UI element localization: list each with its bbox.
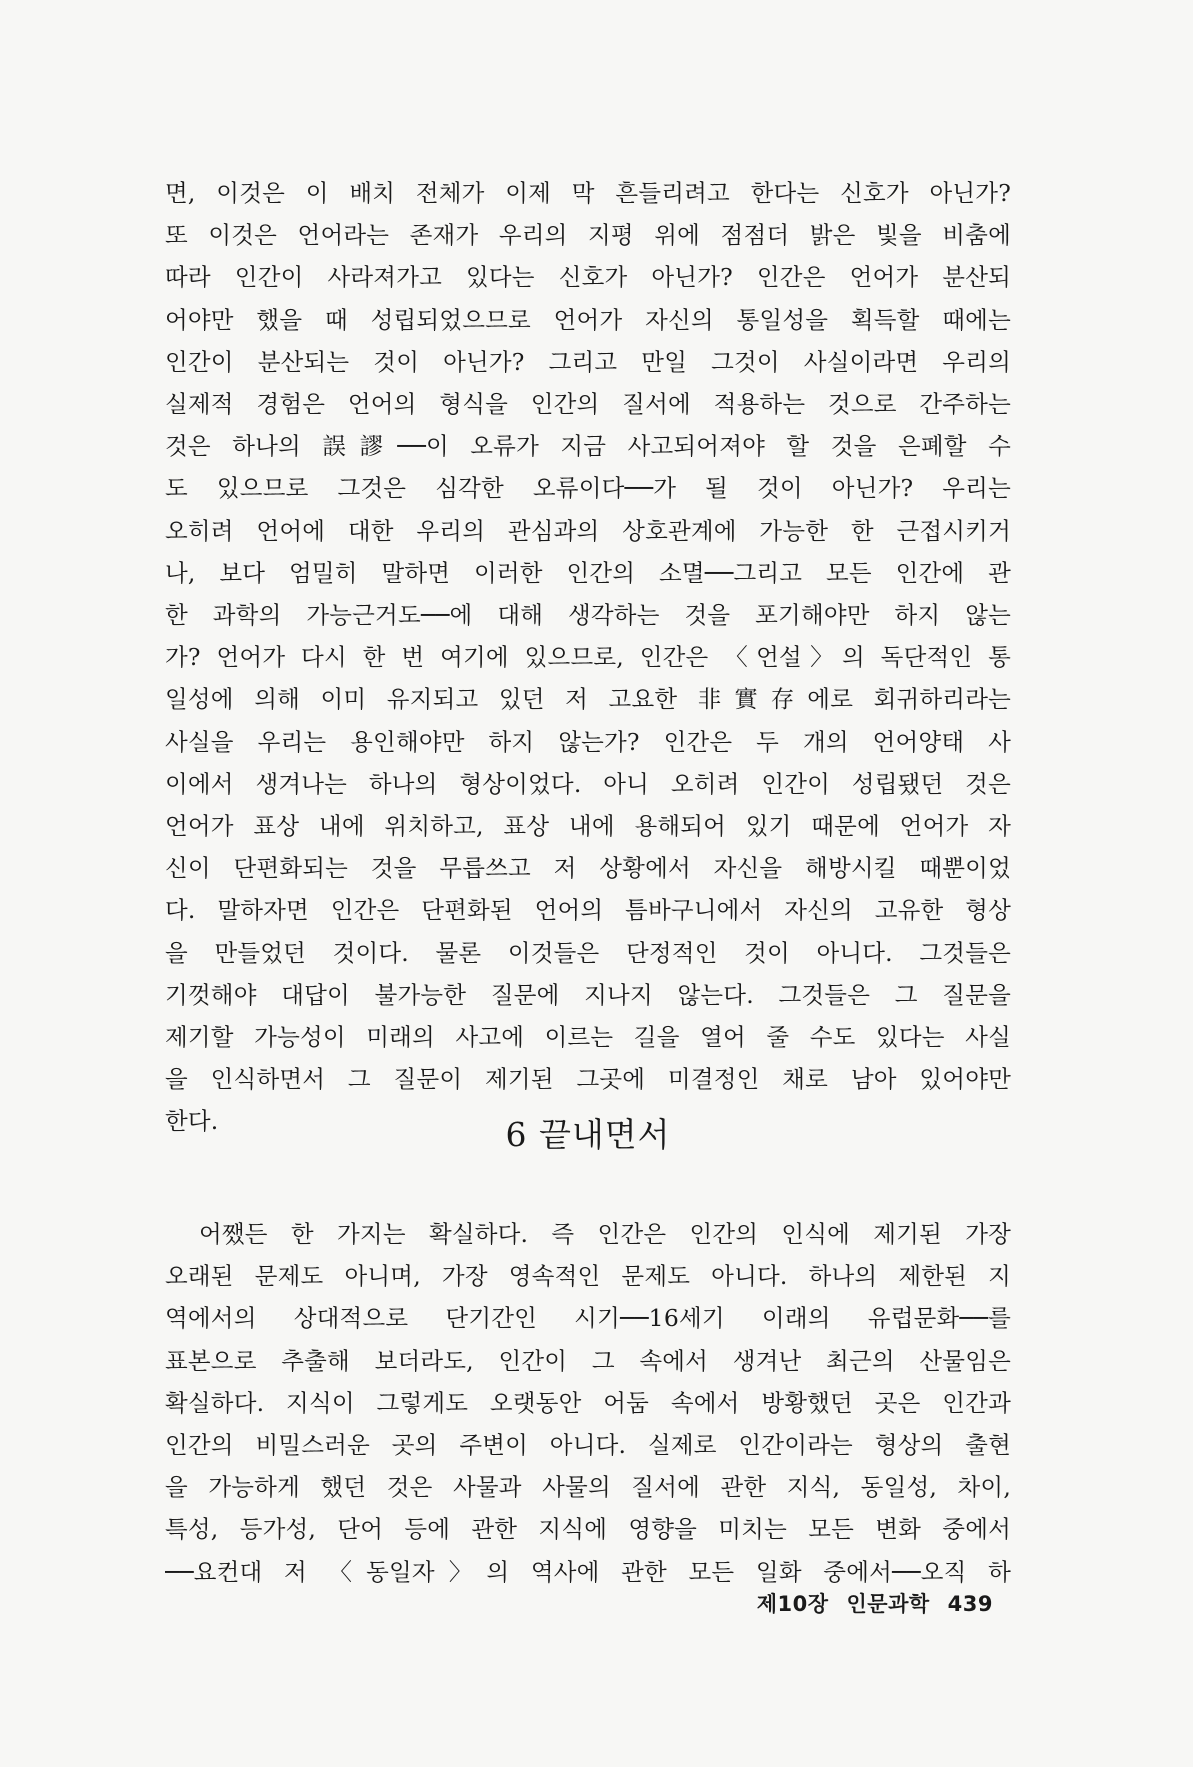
page-footer	[757, 1588, 993, 1618]
text-line: 것은 하나의 誤謬──이 오류가 지금 사고되어져야 할 것을 은폐할 수	[165, 432, 1011, 461]
text-line: 을 인식하면서 그 질문이 제기된 그곳에 미결정인 채로 남아 있어야만	[165, 1065, 1011, 1094]
text-line: 실제적 경험은 언어의 형식을 인간의 질서에 적용하는 것으로 간주하는	[165, 390, 1011, 419]
body-paragraph-1	[165, 172, 1011, 1143]
text-line: 가? 언어가 다시 한 번 여기에 있으므로, 인간은 〈언설〉의 독단적인 통	[165, 643, 1011, 672]
text-line: 다. 말하자면 인간은 단편화된 언어의 틈바구니에서 자신의 고유한 형상	[165, 896, 1011, 925]
text-line: 한다.	[165, 1107, 219, 1136]
text-line: 이에서 생겨나는 하나의 형상이었다. 아니 오히려 인간이 성립됐던 것은	[165, 769, 1011, 798]
text-line: 특성, 등가성, 단어 등에 관한 지식에 영향을 미치는 모든 변화 중에서	[165, 1515, 1011, 1544]
text-line: 어쨌든 한 가지는 확실하다. 즉 인간은 인간의 인식에 제기된 가장	[199, 1220, 1011, 1248]
body-paragraph-2	[165, 1213, 1011, 1593]
section-label: 인문과학	[846, 1592, 930, 1616]
text-line: 역에서의 상대적으로 단기간인 시기──16세기 이래의 유럽문화──를	[165, 1304, 1011, 1333]
text-line: 오래된 문제도 아니며, 가장 영속적인 문제도 아니다. 하나의 제한된 지	[165, 1262, 1011, 1291]
chapter-label: 제10장	[756, 1592, 829, 1616]
text-line: 따라 인간이 사라져가고 있다는 신호가 아닌가? 인간은 언어가 분산되	[165, 263, 1011, 292]
text-line: 을 만들었던 것이다. 물론 이것들은 단정적인 것이 아니다. 그것들은	[165, 938, 1011, 967]
text-line: 또 이것은 언어라는 존재가 우리의 지평 위에 점점더 밝은 빛을 비춤에	[165, 221, 1011, 250]
text-line: 도 있으므로 그것은 심각한 오류이다──가 될 것이 아닌가? 우리는	[165, 474, 1011, 503]
text-line: 오히려 언어에 대한 우리의 관심과의 상호관계에 가능한 한 근접시키거	[165, 516, 1011, 545]
text-line: 면, 이것은 이 배치 전체가 이제 막 흔들리려고 한다는 신호가 아닌가?	[165, 179, 1011, 207]
text-line: 을 가능하게 했던 것은 사물과 사물의 질서에 관한 지식, 동일성, 차이,	[165, 1473, 1011, 1502]
text-line: 언어가 표상 내에 위치하고, 표상 내에 용해되어 있기 때문에 언어가 자	[165, 812, 1011, 841]
text-line: 확실하다. 지식이 그렇게도 오랫동안 어둠 속에서 방황했던 곳은 인간과	[165, 1388, 1011, 1417]
text-line: 인간의 비밀스러운 곳의 주변이 아니다. 실제로 인간이라는 형상의 출현	[165, 1431, 1011, 1460]
text-line: 어야만 했을 때 성립되었으므로 언어가 자신의 통일성을 획득할 때에는	[165, 305, 1011, 334]
text-line: 일성에 의해 이미 유지되고 있던 저 고요한 非實存에로 회귀하리라는	[165, 685, 1011, 714]
text-line: 사실을 우리는 용인해야만 하지 않는가? 인간은 두 개의 언어양태 사	[165, 727, 1011, 756]
page-number: 439	[947, 1592, 993, 1616]
section-heading: 6 끝내면서	[505, 1115, 671, 1154]
text-line: 한 과학의 가능근거도──에 대해 생각하는 것을 포기해야만 하지 않는	[165, 601, 1011, 630]
text-line: 표본으로 추출해 보더라도, 인간이 그 속에서 생겨난 최근의 산물임은	[165, 1346, 1011, 1375]
text-line: 제기할 가능성이 미래의 사고에 이르는 길을 열어 줄 수도 있다는 사실	[165, 1023, 1011, 1052]
text-line: 인간이 분산되는 것이 아닌가? 그리고 만일 그것이 사실이라면 우리의	[165, 347, 1011, 376]
text-line: ──요컨대 저 〈동일자〉의 역사에 관한 모든 일화 중에서──오직 하	[165, 1557, 1011, 1586]
text-line: 기껏해야 대답이 불가능한 질문에 지나지 않는다. 그것들은 그 질문을	[165, 980, 1011, 1009]
text-line: 신이 단편화되는 것을 무릅쓰고 저 상황에서 자신을 해방시킬 때뿐이었	[165, 854, 1011, 883]
text-line: 나, 보다 엄밀히 말하면 이러한 인간의 소멸──그리고 모든 인간에 관	[165, 558, 1011, 587]
